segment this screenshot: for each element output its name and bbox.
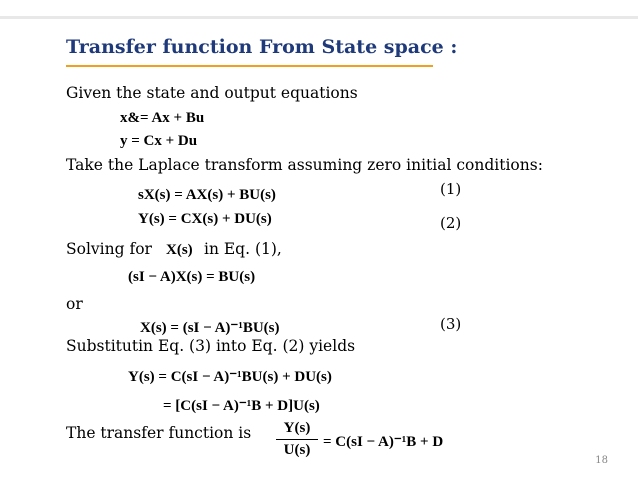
laplace-output-equation: Y(s) = CX(s) + DU(s) [138,211,272,227]
or-text: or [66,295,83,313]
tf-denominator: U(s) [283,442,311,458]
solving-variable: X(s) [166,242,193,258]
substitution-text: Substitutin Eq. (3) into Eq. (2) yields [66,337,356,355]
solving-suffix-text: in Eq. (1), [204,240,282,258]
laplace-text: Take the Laplace transform assuming zero initial conditions: [66,156,543,174]
page-number: 18 [595,455,608,466]
equation-number-1: (1) [440,180,462,198]
y-substituted-equation: Y(s) = C(sI − A)⁻¹BU(s) + DU(s) [128,369,332,385]
given-text: Given the state and output equations [66,84,358,102]
transfer-function-text: The transfer function is [66,424,252,442]
transfer-function-fraction [276,420,318,459]
y-factored-equation: = [C(sI − A)⁻¹B + D]U(s) [163,398,320,414]
tf-rhs-equation: = C(sI − A)⁻¹B + D [323,434,444,450]
tf-numerator: Y(s) [283,420,311,436]
equation-number-3: (3) [440,315,462,333]
solving-prefix-text: Solving for [66,240,152,258]
x-solution-equation: X(s) = (sI − A)⁻¹BU(s) [140,320,280,336]
title-underline [66,65,433,67]
output-equation: y = Cx + Du [120,133,198,149]
fraction-bar [276,439,318,440]
laplace-state-equation: sX(s) = AX(s) + BU(s) [138,187,276,203]
equation-number-2: (2) [440,214,462,232]
state-equation: x&= Ax + Bu [120,110,205,126]
header-rule [0,16,638,19]
slide-title: Transfer function From State space : [66,36,458,58]
solved-form-equation: (sI − A)X(s) = BU(s) [128,269,256,285]
